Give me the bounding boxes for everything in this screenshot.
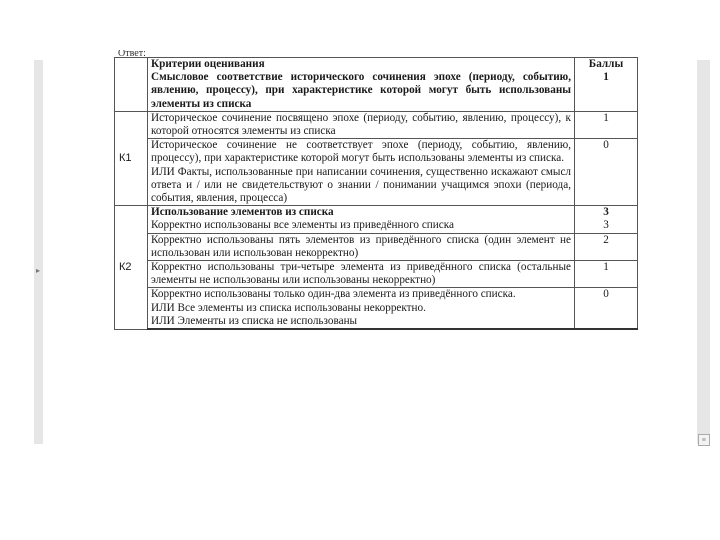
k2-row-3-points: 1 bbox=[575, 261, 638, 288]
table-row bbox=[115, 111, 638, 138]
k1-row-1-text: Историческое сочинение посвящено эпохе (периоду, событию, явлению, процессу), к которой относятся элементы из списка bbox=[148, 111, 575, 138]
table-row bbox=[115, 233, 638, 260]
table-row bbox=[115, 219, 638, 233]
k2-row-4-text: Корректно использованы только один-два элемента из приведённого списка. bbox=[151, 288, 516, 301]
resize-grip-icon[interactable]: ≡ bbox=[698, 434, 710, 446]
k2-row-1-points: 3 bbox=[575, 219, 638, 233]
table-row bbox=[115, 288, 638, 329]
k2-row-4-points: 0 bbox=[575, 288, 638, 329]
k2-row-1-text: Корректно использованы все элементы из приведённого списка bbox=[148, 219, 575, 233]
k1-heading: Смысловое соответствие исторического сочинения эпохе (периоду, событию, явлению, процессу), при характеристике которой могут быть использованы элементы из списка bbox=[151, 71, 571, 110]
k2-row-2-points: 2 bbox=[575, 233, 638, 260]
criteria-table bbox=[114, 57, 638, 330]
expand-arrow-icon[interactable]: ▸ bbox=[36, 266, 41, 275]
points-column-header: Баллы bbox=[588, 58, 624, 70]
right-scrollbar[interactable] bbox=[697, 60, 710, 444]
k2-row-2-text: Корректно использованы пять элементов из приведённого списка (один элемент не использован или использован некорректно) bbox=[148, 233, 575, 260]
left-gutter bbox=[34, 60, 43, 444]
k1-row-1-points: 1 bbox=[575, 111, 638, 138]
k1-row-2-alt-text: ИЛИ Факты, использованные при написании сочинения, существенно искажают смысл ответа и / или не свидетельствуют о знании / понимании учащимся эпохи (периода, события, явления, процесса) bbox=[151, 165, 571, 205]
k2-row-3-text: Корректно использованы три-четыре элемента из приведённого списка (остальные элементы не использованы или использованы некорректно) bbox=[148, 261, 575, 288]
table-row bbox=[115, 261, 638, 288]
k1-heading-points: 1 bbox=[603, 71, 609, 84]
k2-heading: Использование элементов из списка bbox=[151, 206, 334, 219]
k2-heading-points: 3 bbox=[603, 206, 609, 219]
table-row bbox=[115, 206, 638, 220]
k1-row-2-points: 0 bbox=[575, 139, 638, 206]
criteria-column-header: Критерии оценивания bbox=[151, 58, 265, 70]
table-header-row bbox=[115, 58, 638, 112]
k2-row-4-alt-text-2: ИЛИ Элементы из списка не использованы bbox=[151, 314, 358, 327]
k2-row-4-alt-text-1: ИЛИ Все элементы из списка использованы некорректно. bbox=[151, 301, 426, 314]
k1-row-2-text: Историческое сочинение не соответствует эпохе (периоду, событию, явлению, процессу), при характеристике которой могут быть использованы элементы из списка. bbox=[151, 139, 571, 165]
cut-off-heading: Ответ: bbox=[118, 50, 146, 58]
k2-code: К2 bbox=[115, 206, 148, 329]
table-row bbox=[115, 139, 638, 206]
k1-code: К1 bbox=[115, 111, 148, 205]
